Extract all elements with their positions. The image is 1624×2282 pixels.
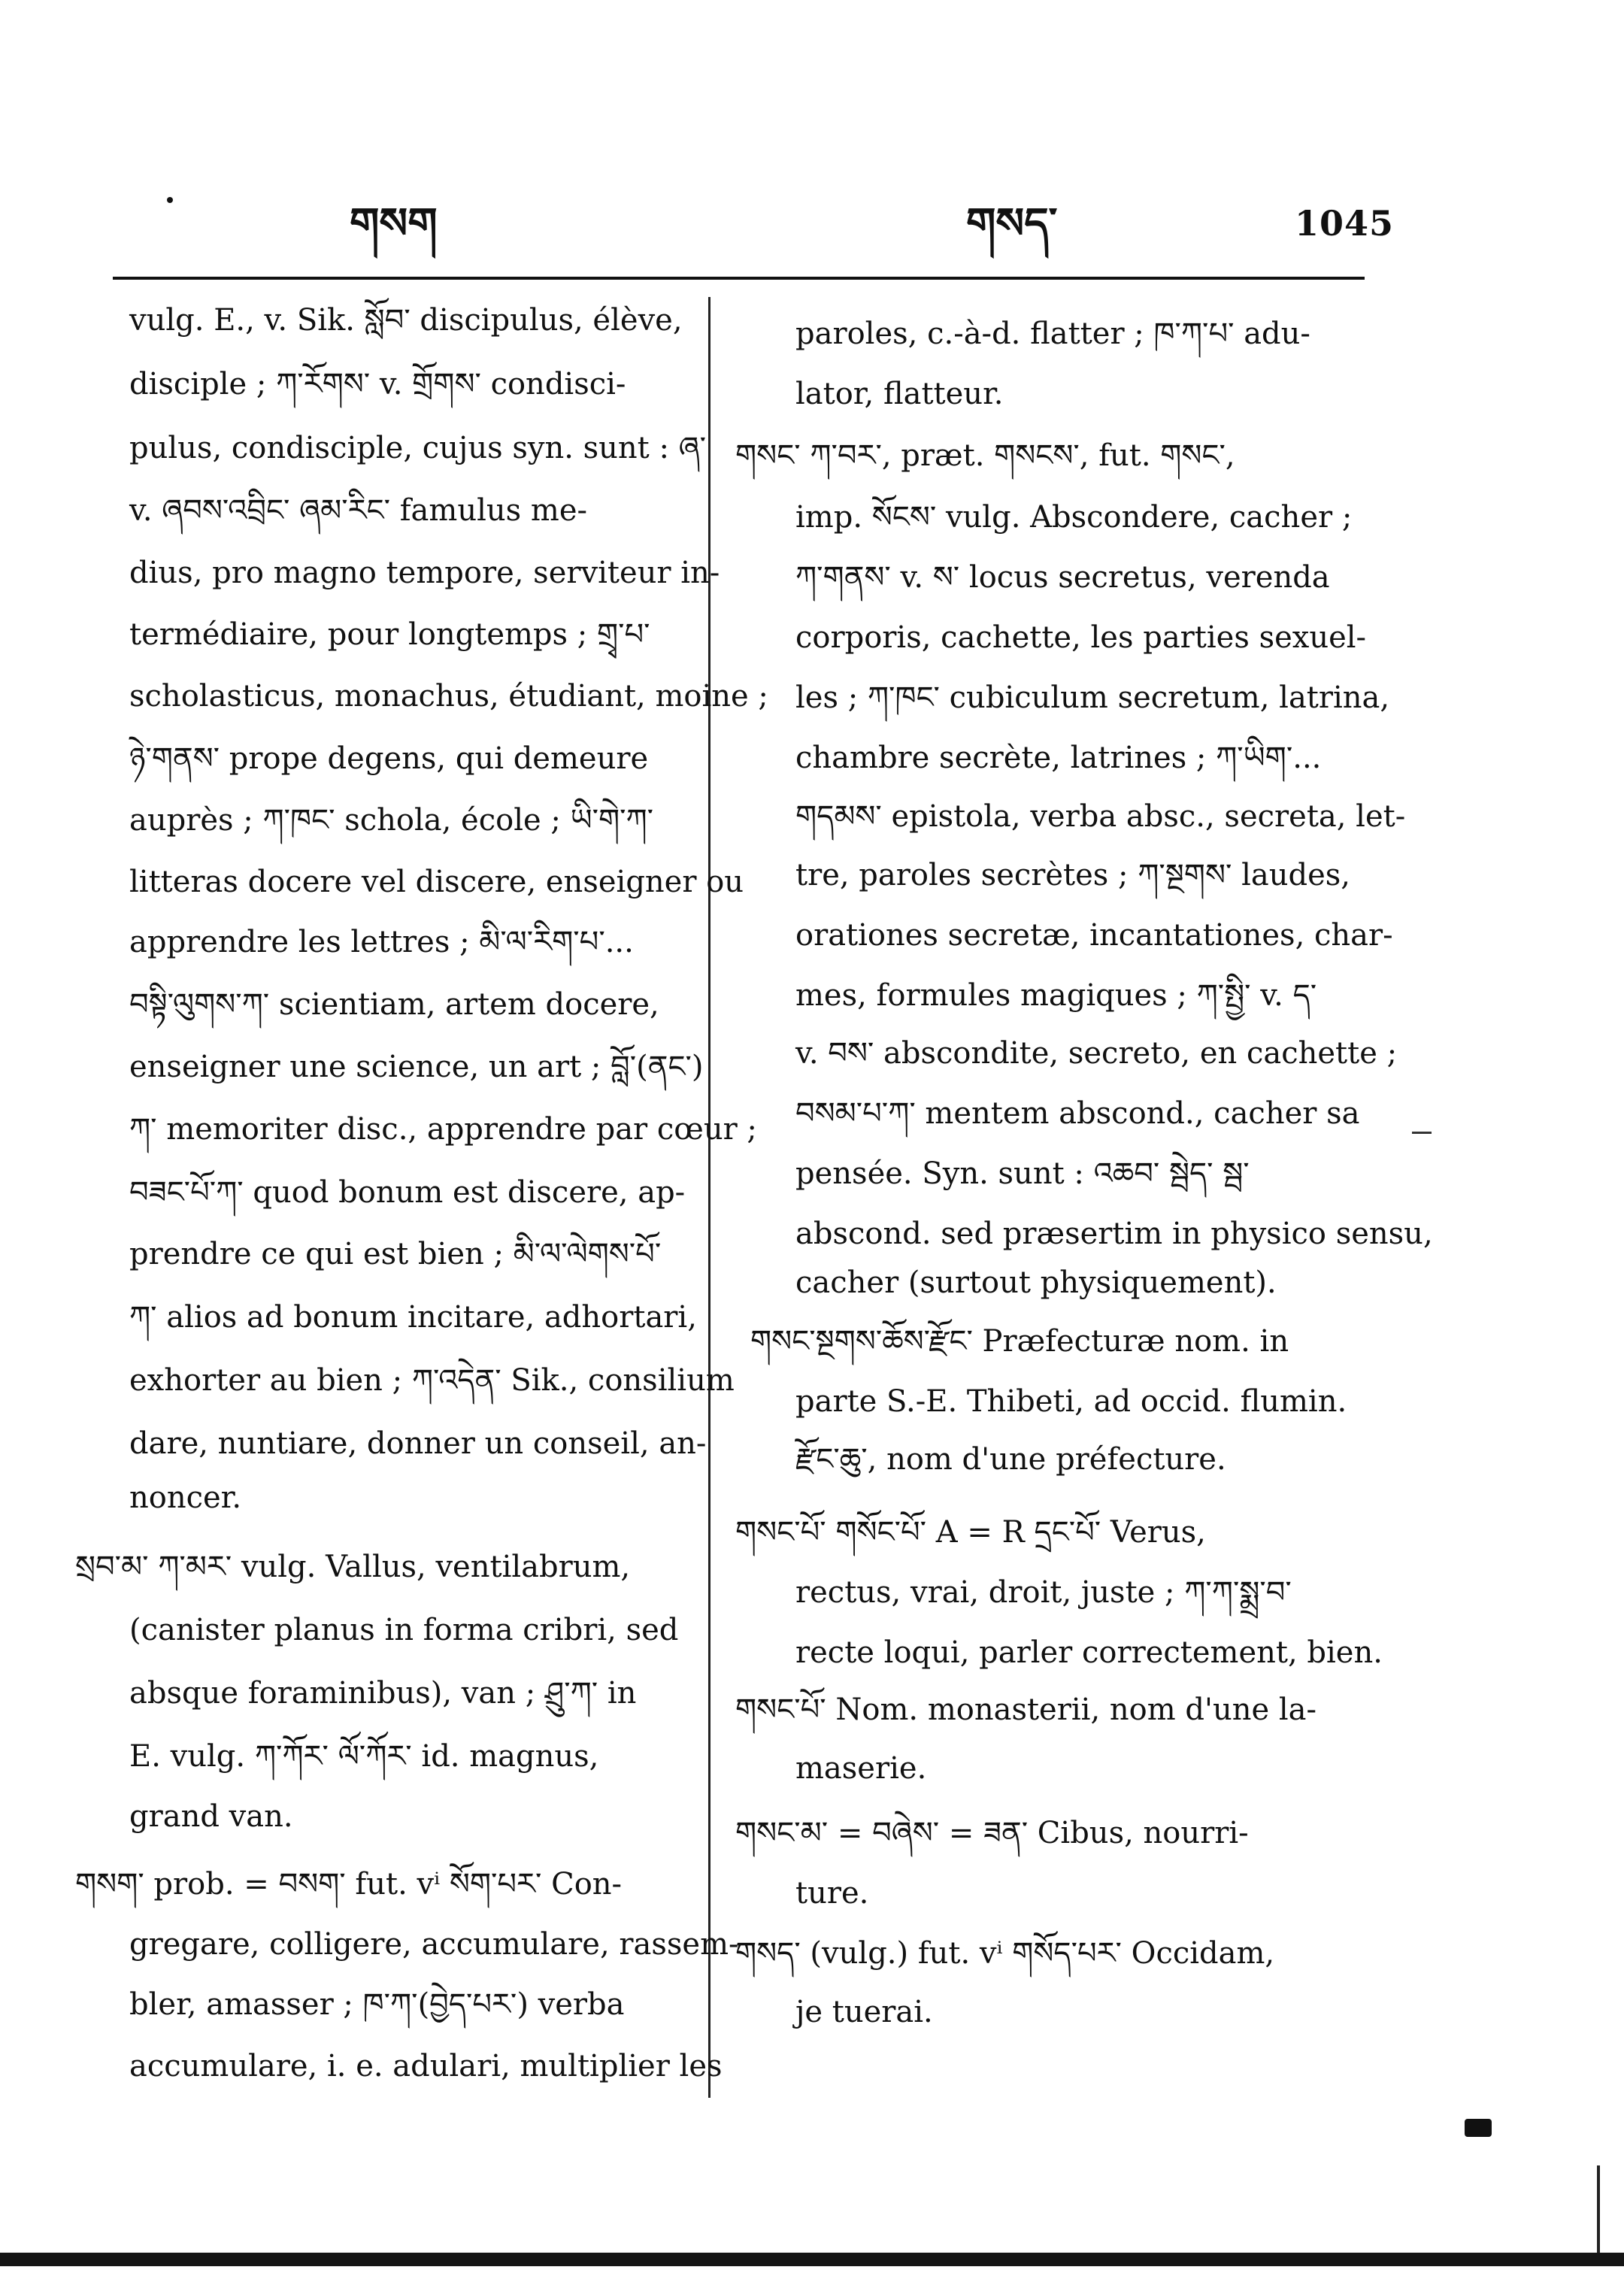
text-line: grand van. xyxy=(129,1799,293,1834)
text-line: rectus, vrai, droit, juste ; ཀ་ཀ་སྨྲ་བ་ xyxy=(795,1575,1292,1610)
text-line: imp. སོངས་ vulg. Abscondere, cacher ; xyxy=(795,500,1353,535)
text-line: chambre secrète, latrines ; ཀ་ཡིག་... xyxy=(795,741,1322,775)
text-line: བསྟི་ལུགས་ཀ་ scientiam, artem docere, xyxy=(129,987,659,1022)
text-line: disciple ; ཀ་རོགས་ v. གྲོགས་ condisci- xyxy=(129,367,626,402)
text-line: བསམ་པ་ཀ་ mentem abscond., cacher sa xyxy=(795,1096,1360,1131)
text-line: བཟང་པོ་ཀ་ quod bonum est discere, ap- xyxy=(129,1175,686,1210)
scan-edge-line xyxy=(1597,2165,1600,2256)
text-line: ture. xyxy=(795,1876,869,1911)
printer-ornament xyxy=(1465,2119,1492,2137)
text-line: absque foraminibus), van ; ཤྲུ་ཀ་ in xyxy=(129,1676,637,1711)
text-line: རྫོང་ཆུ་, nom d'une préfecture. xyxy=(795,1442,1226,1477)
text-line: gregare, colligere, accumulare, rassem- xyxy=(129,1927,739,1962)
text-line: vulg. E., v. Sik. སློབ་ discipulus, élève, xyxy=(129,303,683,338)
header-rule xyxy=(113,277,1365,280)
text-line: scholasticus, monachus, étudiant, moine ; xyxy=(129,679,768,714)
running-head-left: གསག xyxy=(350,199,438,248)
text-line: ཀ་ memoriter disc., apprendre par cœur ; xyxy=(129,1112,757,1147)
text-line: corporis, cachette, les parties sexuel- xyxy=(795,620,1367,655)
entry-headline: གསག་ prob. = བསག་ fut. vⁱ སོག་པར་ Con- xyxy=(75,1867,623,1902)
text-line: maserie. xyxy=(795,1751,927,1786)
text-line: ཉེ་གནས་ prope degens, qui demeure xyxy=(129,741,649,776)
entry-headline: གསང་པོ་ གསོང་པོ་ A = R དྲང་པོ་ Verus, xyxy=(735,1515,1206,1550)
text-line: bler, amasser ; ཁ་ཀ་(བྱེད་པར་) verba xyxy=(129,1987,625,2022)
text-line: les ; ཀ་ཁང་ cubiculum secretum, latrina, xyxy=(795,680,1390,715)
page-number: 1045 xyxy=(1295,203,1395,244)
text-line: v. བས་ abscondite, secreto, en cachette ; xyxy=(795,1036,1398,1071)
text-line: cacher (surtout physiquement). xyxy=(795,1265,1277,1300)
text-line: enseigner une science, un art ; བློ་(ནང་) xyxy=(129,1050,704,1084)
text-line: v. ཞབས་འབྲིང་ ཞམ་རིང་ famulus me- xyxy=(129,493,588,528)
entry-headline: སྲབ་མ་ ཀ་མར་ vulg. Vallus, ventilabrum, xyxy=(75,1550,631,1584)
text-line: abscond. sed præsertim in physico sensu, xyxy=(795,1217,1433,1251)
text-line: (canister planus in forma cribri, sed xyxy=(129,1613,679,1647)
text-line: dius, pro magno tempore, serviteur in- xyxy=(129,556,720,590)
entry-headline: གསང་མ་ = བཞེས་ = ཟན་ Cibus, nourri- xyxy=(735,1816,1249,1850)
entry-headline: གསང་པོ་ Nom. monasterii, nom d'une la- xyxy=(735,1693,1317,1727)
text-line: tre, paroles secrètes ; ཀ་སྔགས་ laudes, xyxy=(795,858,1350,892)
text-line: litteras docere vel discere, enseigner ou xyxy=(129,865,744,899)
text-line: termédiaire, pour longtemps ; གྲྭ་པ་ xyxy=(129,617,650,652)
text-line: exhorter au bien ; ཀ་འདེན་ Sik., consilium xyxy=(129,1363,735,1398)
text-line: auprès ; ཀ་ཁང་ schola, école ; ཡི་གེ་ཀ་ xyxy=(129,803,654,838)
text-line: recte loqui, parler correctement, bien. xyxy=(795,1635,1383,1670)
text-line: pulus, condisciple, cujus syn. sunt : ཞ་ xyxy=(129,431,707,465)
text-line: E. vulg. ཀ་ཀོར་ ལོ་ཀོར་ id. magnus, xyxy=(129,1739,599,1774)
text-line: parte S.-E. Thibeti, ad occid. flumin. xyxy=(795,1384,1347,1419)
text-line: mes, formules magiques ; ཀ་སྤྱི་ v. ད་ xyxy=(795,978,1317,1013)
text-line: noncer. xyxy=(129,1480,242,1515)
text-line: je tuerai. xyxy=(795,1995,933,2029)
text-line: ཀ་གནས་ v. ས་ locus secretus, verenda xyxy=(795,560,1330,595)
text-line: paroles, c.-à-d. flatter ; ཁ་ཀ་པ་ adu- xyxy=(795,317,1310,351)
text-line: lator, flatteur. xyxy=(795,377,1004,411)
text-line: pensée. Syn. sunt : འཆབ་ སྦེད་ སྦ་ xyxy=(795,1156,1250,1191)
text-line: apprendre les lettres ; མི་ལ་རིག་པ་... xyxy=(129,925,634,959)
margin-tick xyxy=(1412,1132,1432,1134)
text-line: གདམས་ epistola, verba absc., secreta, let- xyxy=(795,799,1406,834)
entry-headline: གསང་སྔགས་ཆོས་རྫོང་ Præfecturæ nom. in xyxy=(750,1324,1289,1359)
entry-headline: གསད་ (vulg.) fut. vⁱ གསོད་པར་ Occidam, xyxy=(735,1936,1275,1971)
ink-dot xyxy=(167,197,173,203)
entry-headline: གསང་ ཀ་བར་, præt. གསངས་, fut. གསང་, xyxy=(735,438,1235,473)
text-line: ཀ་ alios ad bonum incitare, adhortari, xyxy=(129,1300,697,1335)
text-line: accumulare, i. e. adulari, multiplier les xyxy=(129,2049,723,2083)
running-head-right: གསད་ xyxy=(966,199,1058,248)
text-line: prendre ce qui est bien ; མི་ལ་ལེགས་པོ་ xyxy=(129,1237,662,1271)
text-line: orationes secretæ, incantationes, char- xyxy=(795,918,1393,953)
text-line: dare, nuntiare, donner un conseil, an- xyxy=(129,1426,707,1461)
scan-bottom-band xyxy=(0,2253,1624,2266)
